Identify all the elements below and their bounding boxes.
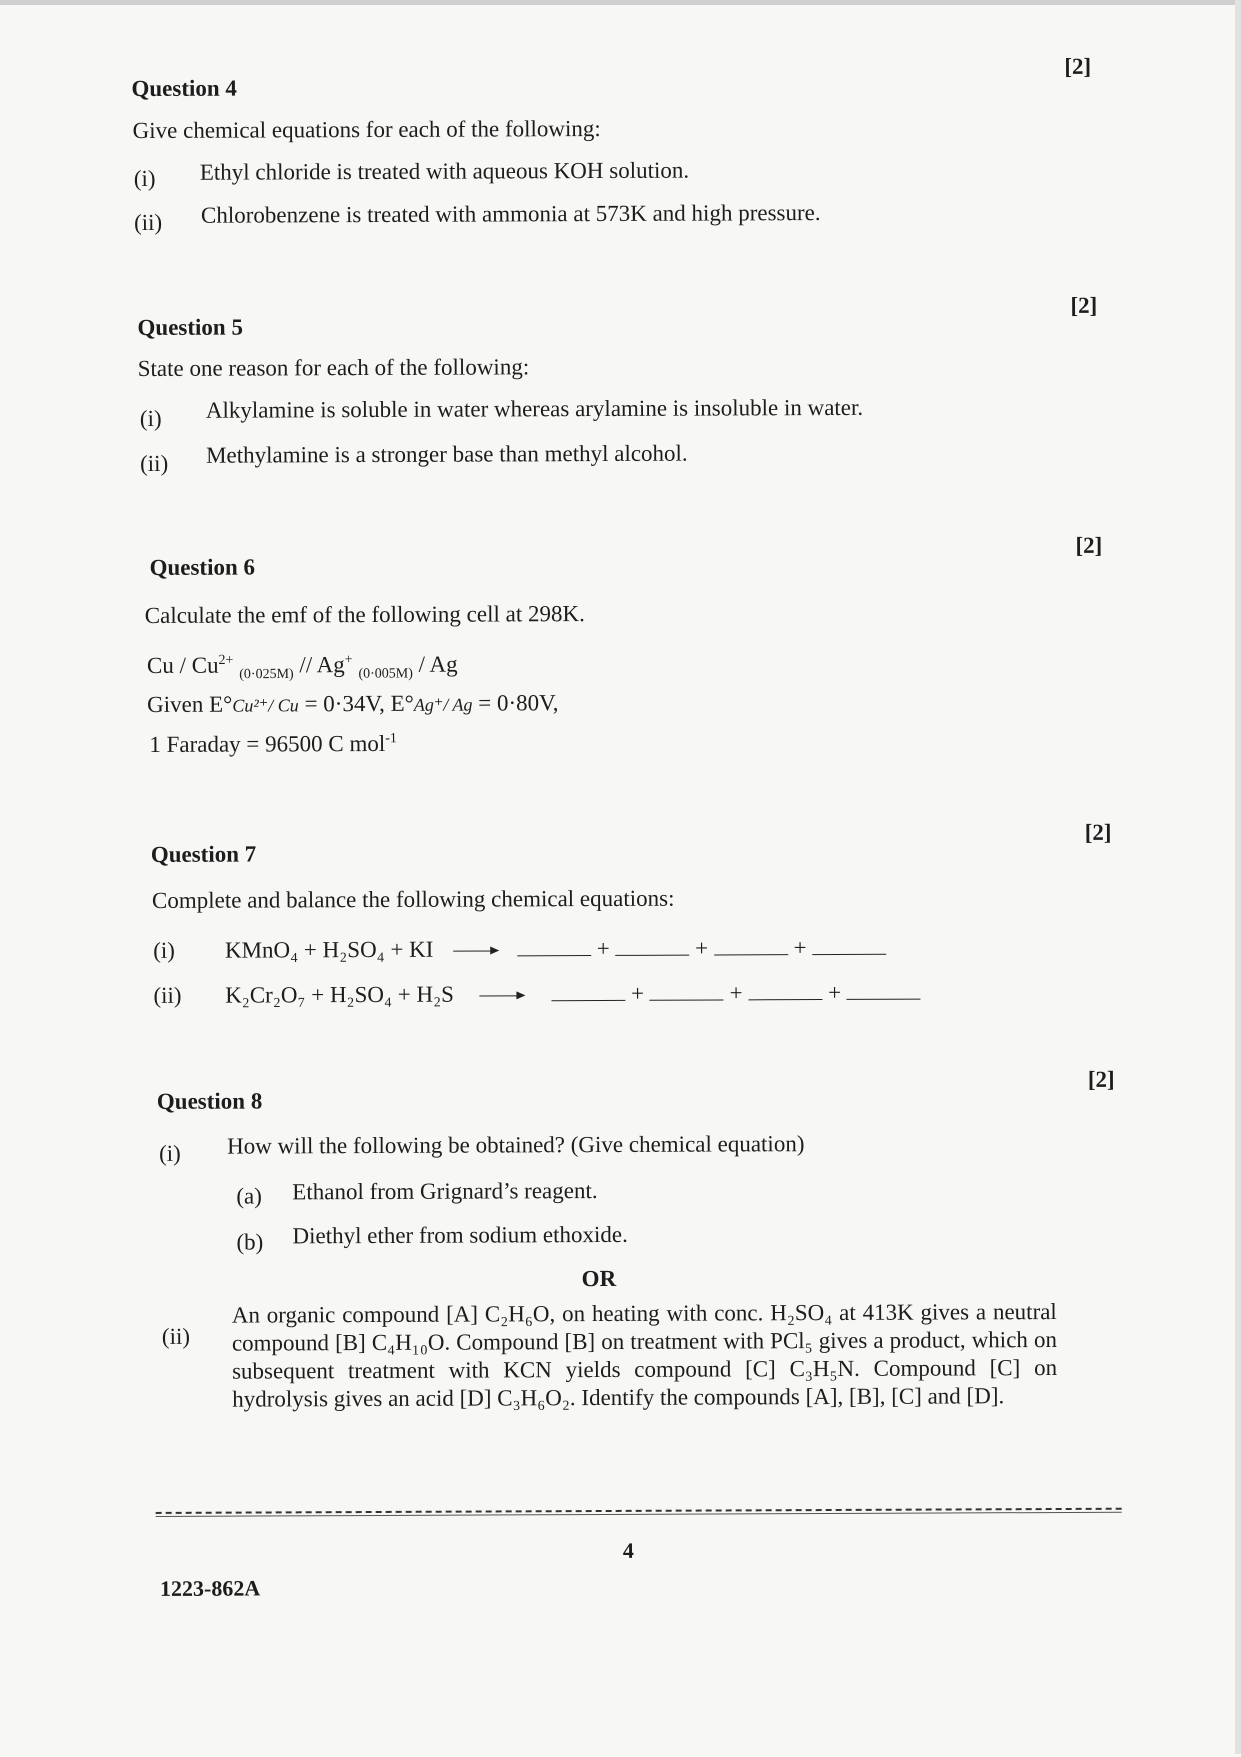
question-8-marks: [2]: [1087, 1066, 1115, 1092]
question-5-title: Question 5: [137, 314, 243, 341]
question-7-item-num: (i): [153, 937, 175, 963]
cell-anode: Cu / Cu: [146, 652, 219, 678]
plus-sign: +: [596, 935, 610, 962]
paper-code: 1223-862A: [159, 1575, 261, 1601]
question-7-title: Question 7: [150, 841, 257, 867]
plus-sign: +: [793, 935, 807, 961]
question-7-eq-row: [153, 935, 886, 964]
answer-blank: [551, 999, 625, 1001]
answer-blank: [847, 998, 921, 1000]
question-8-title: Question 8: [156, 1088, 263, 1114]
faraday-text: 1 Faraday = 96500 C mol: [149, 730, 386, 757]
given-value-ag: = 0·80V,: [478, 690, 559, 716]
question-7-intro: Complete and balance the following chemical equations:: [151, 885, 675, 913]
or-separator: OR: [581, 1265, 617, 1292]
question-4-item-num: (i): [133, 165, 156, 192]
given-sub-ag: Ag⁺/ Ag: [413, 694, 473, 715]
question-5-item-text: Alkylamine is soluble in water whereas arylamine is insoluble in water.: [205, 394, 864, 423]
question-4-title: Question 4: [131, 75, 237, 102]
question-7-eq-row: [153, 980, 920, 1009]
question-4-intro: Give chemical equations for each of the following:: [132, 115, 601, 144]
faraday-exponent: -1: [385, 731, 397, 747]
given-sub-cu: Cu²⁺/ Cu: [232, 695, 299, 716]
question-8-part-num: (ii): [161, 1323, 191, 1349]
cell-cathode: / Ag: [418, 651, 458, 677]
answer-blank: [517, 954, 591, 956]
answer-blank: [615, 954, 689, 956]
reaction-arrow-icon: [453, 951, 497, 952]
faraday-constant: [149, 731, 397, 758]
question-6-marks: [2]: [1075, 532, 1103, 558]
page-number: 4: [622, 1537, 634, 1563]
equation-reactants: K₂Cr₂O₇ + H₂SO₄ + H₂S: [225, 981, 454, 1008]
answer-blank: [748, 998, 822, 1000]
plus-sign: +: [828, 979, 842, 1006]
cell-anode-conc: (0·025M): [239, 666, 294, 683]
cell-salt-bridge: // Ag: [299, 652, 345, 678]
question-6-title: Question 6: [149, 554, 256, 580]
given-value-cu: = 0·34V, E°: [304, 690, 414, 717]
cell-anode-charge: 2+: [218, 652, 234, 669]
answer-blank: [650, 998, 724, 1000]
question-8-subitem-text: Diethyl ether from sodium ethoxide.: [292, 1221, 628, 1249]
given-label: Given E°: [147, 691, 233, 717]
cell-cathode-conc: (0·005M): [358, 666, 413, 682]
reaction-arrow-icon: [480, 996, 524, 997]
question-8-part-text: How will the following be obtained? (Give chemical equation): [227, 1131, 805, 1159]
given-potentials: [147, 690, 558, 718]
question-7-item-num: (ii): [153, 982, 182, 1008]
question-8-subitem-num: (b): [236, 1229, 264, 1255]
question-6-intro: Calculate the emf of the following cell at 298K.: [144, 601, 585, 628]
question-5-intro: State one reason for each of the following:: [137, 354, 530, 382]
question-8-subitem-text: Ethanol from Grignard’s reagent.: [292, 1178, 598, 1205]
equation-reactants: KMnO₄ + H₂SO₄ + KI: [224, 936, 434, 963]
answer-blank: [714, 953, 788, 955]
cell-notation: [146, 651, 458, 683]
question-5-item-num: (i): [139, 405, 162, 432]
question-4-item-text: Ethyl chloride is treated with aqueous KOH solution.: [199, 157, 690, 185]
plus-sign: +: [729, 980, 743, 1006]
plus-sign: +: [695, 935, 709, 961]
answer-blank: [812, 953, 886, 955]
plus-sign: +: [631, 980, 645, 1006]
question-5-marks: [2]: [1070, 292, 1098, 318]
question-4-item-num: (ii): [133, 209, 163, 236]
question-7-marks: [2]: [1084, 819, 1112, 845]
question-8-part-text: An organic compound [A] C₂H₆O, on heating with conc. H₂SO₄ at 413K gives a neutral compound [B] C₄H₁₀O. Compound [B] on treatment with PCl₅ gives a product, which on subsequent treatment with KCN yields compound [C] C₃H₅N. Compound [C] on hydrolysis gives an acid [D] C₃H₆O₂. Identify the compounds [A], [B], [C] and [D].: [231, 1299, 1058, 1412]
cell-cathode-charge: +: [344, 652, 353, 668]
question-8-part-num: (i): [159, 1140, 181, 1166]
question-5-item-text: Methylamine is a stronger base than methyl alcohol.: [206, 440, 688, 468]
question-8-subitem-num: (a): [236, 1183, 262, 1209]
question-4-marks: [2]: [1064, 53, 1092, 79]
question-4-item-text: Chlorobenzene is treated with ammonia at 573K and high pressure.: [200, 200, 821, 228]
question-5-item-num: (ii): [140, 450, 169, 477]
